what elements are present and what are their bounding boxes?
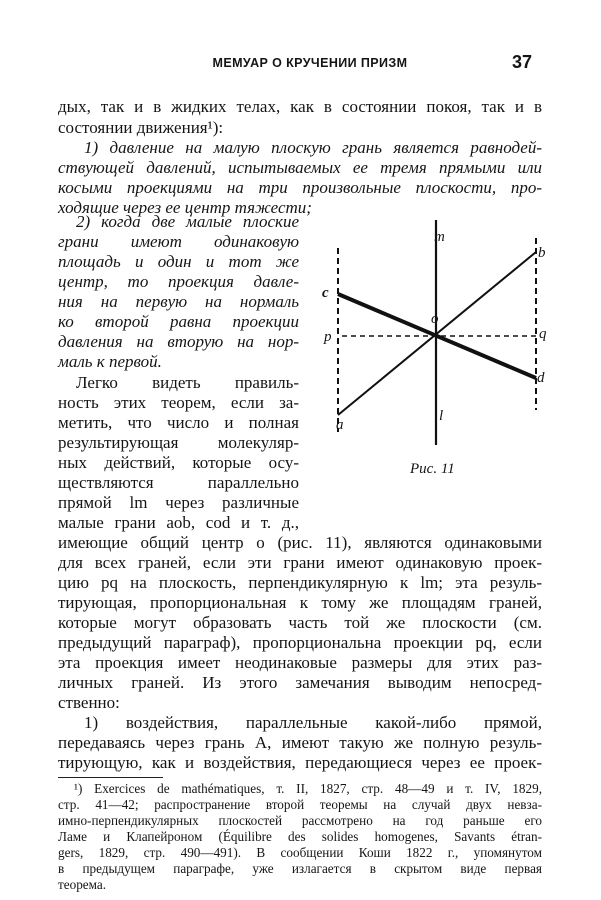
label-d: d: [537, 370, 545, 386]
text-line: малые грани aob, cod и т. д.,: [58, 513, 299, 532]
label-o: o: [431, 311, 439, 327]
footnote-line: gers, 1829, стр. 490—491). В сообщении Коши 1822 г., упомянутом: [58, 845, 542, 860]
footnote-line: в предыдущем параграфе, уже излагается в скрытом виде первая: [58, 861, 542, 876]
theorem-1-line: ходящие через ее центр тяжести;: [58, 198, 312, 217]
text-line: ственно:: [58, 693, 120, 712]
theorem-2-line: ко второй равна проекции: [58, 312, 299, 331]
text-line: результирующая молекуляр-: [58, 433, 299, 452]
theorem-2-line: центр, то проекция давле-: [58, 272, 299, 291]
theorem-2-line: 2) когда две малые плоские: [76, 212, 299, 231]
text-line: предыдущий параграф), пропорциональна проекции pq, если: [58, 633, 542, 652]
figure-11-diagram: [316, 210, 556, 455]
theorem-2-line: ния на первую на нормаль: [58, 292, 299, 311]
text-line: цию pq на плоскость, перпендикулярную к lm; эта резуль-: [58, 573, 542, 592]
label-b: b: [538, 245, 546, 261]
text-line: метить, что число и полная: [58, 413, 299, 432]
theorem-1-line: ствующей давлений, испытываемых ее тремя прямыми или: [58, 158, 542, 177]
text-line: Легко видеть правиль-: [76, 373, 299, 392]
theorem-1-line: косыми проекциями на три произвольные плоскости, про-: [58, 178, 542, 197]
text-line: тирующая, пропорциональная к тому же площадям граней,: [58, 593, 542, 612]
label-a: a: [336, 417, 344, 433]
theorem-2-line: маль к первой.: [58, 352, 162, 371]
text-line: ществляются параллельно: [58, 473, 299, 492]
text-line: дых, так и в жидких телах, как в состоянии покоя, так и в: [58, 97, 542, 116]
page-number: 37: [512, 52, 533, 72]
text-line: личных граней. Из этого замечания выводим непосред-: [58, 673, 542, 692]
text-line: прямой lm через различные: [58, 493, 299, 512]
footnote-line: стр. 41—42; распространение второй теоремы на случай двух невза-: [58, 797, 542, 812]
footnote-line: Ламе и Клапейроном (Équilibre des solides homogenes, Savants étran-: [58, 829, 542, 844]
text-line: которые могут образовать часть той же плоскости (см.: [58, 613, 542, 632]
text-line: передаваясь через грань A, имеют такую же полную резуль-: [58, 733, 542, 752]
footnote-rule: [58, 777, 163, 778]
text-line: тирующую, как и воздействия, передающиеся чeрез ее проек-: [58, 753, 542, 772]
text-line: имеющие общий центр o (рис. 11), являются одинаковыми: [58, 533, 542, 552]
footnote-line: ¹) Exercices de mathématiques, т. II, 1827, стр. 48—49 и т. IV, 1829,: [74, 781, 542, 796]
label-m: m: [434, 229, 445, 245]
footnote-line: теорема.: [58, 877, 107, 892]
text-line: состоянии движения¹):: [58, 118, 224, 137]
theorem-1-line: 1) давление на малую плоскую грань является равнодей-: [84, 138, 542, 157]
label-p: p: [324, 329, 332, 345]
label-l: l: [439, 408, 444, 424]
footnote-line: имно-перпендикулярных плоскостей рассмотрено на год раньше его: [58, 813, 542, 828]
figure-caption: Рис. 11: [410, 461, 455, 477]
text-line: ность этих теорем, если за-: [58, 393, 299, 412]
text-line: для всех граней, если эти грани имеют одинаковую проек-: [58, 553, 542, 572]
theorem-2-line: грани имеют одинаковую: [58, 232, 299, 251]
label-q: q: [539, 326, 547, 342]
label-c: c: [322, 285, 329, 301]
text-line: эта проекция имеет неодинаковые размеры для этих раз-: [58, 653, 542, 672]
running-header: МЕМУАР О КРУЧЕНИИ ПРИЗМ: [212, 56, 408, 70]
text-line: ных действий, которые осу-: [58, 453, 299, 472]
theorem-2-line: площадь и один и тот же: [58, 252, 299, 271]
text-line: 1) воздействия, параллельные какой-либо прямой,: [84, 713, 542, 732]
theorem-2-line: давления на вторую на нор-: [58, 332, 299, 351]
